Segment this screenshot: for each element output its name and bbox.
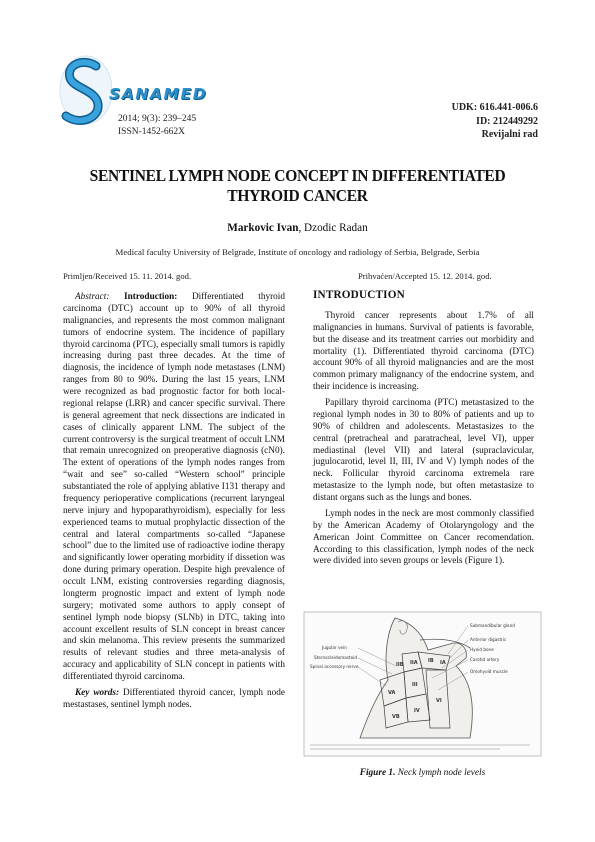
- title-line-2: THYROID CANCER: [227, 186, 368, 205]
- citation: 2014; 9(3): 239–245: [118, 114, 197, 124]
- intro-paragraph-1: Thyroid cancer represents about 1.7% of all malignancies in humans. Survival of patients is favorable, but the disease and its treatment carries out morbidity and mortality (1). Differentiated thyroid carcinoma (DTC) account 90% of all thyroid malignancies and are the most common primary malignancy of the endocrine system, and their incidence is increasing.: [313, 310, 534, 393]
- level-label: IV: [414, 708, 420, 714]
- affiliation: Medical faculty University of Belgrade, Institute of oncology and radiology of Serbia, Belgrade, Serbia: [115, 247, 480, 257]
- level-label: IB: [428, 658, 434, 664]
- introduction-heading: INTRODUCTION: [313, 289, 405, 301]
- udk: UDK: 616.441-006.6: [451, 102, 538, 113]
- abstract-text: Differentiated thyroid carcinoma (DTC) account up to 90% of all thyroid malignancies, and represents the most common malignant tumors of endocrine system. The incidence of papillary thyroid carcinoma (PTC), especially small tumors is rapidly increasing during past three decades. At the time of diagnosis, the incidence of lymph node metastases (LNM) ranges from 80 to 90%. During the last 15 years, LNM were recognized as bad prognostic factor for both local-regional relapse (LRR) and cancer specific survival. There is general agreement that neck dissections are indicated in cases of clinically apparent LNM. The subject of the current controversy is the surgical treatment of occult LNM that remain unrecognized on preoperative diagnosis (cN0). The extent of operations of the lymph nodes ranges from “wait and see” so-called “Western school” principle substantiated the role of applying ablative I131 therapy and frequency perioperative complications (recurrent laryngeal nerve injury and hypoparathyroidism), especially for less experienced teams to mutual prophylactic dissection of the central and lateral compartments so-called “Japanese school” due to the limited use of radioactive iodine therapy and significantly lower operating morbidity if dissetion was done during primary operation. Despite high prevalence of occult LNM, existing controversies regarding diagnosis, longterm prognostic impact and extent of lymph node surgery; motivated some authors to apply consept of sentinel lymph node biopsy (SLNb) in DTC, taking into account excellent results of SLN concept in breast cancer and skin melanoma. This review presents the summarized results of relevant studies and three meta-analysis of accuracy and applicability of SLN concept in patients with differentiated thyroid carcinoma.: [63, 292, 285, 682]
- abstract-label: Abstract:: [75, 292, 110, 302]
- neck-levels-figure: [300, 610, 545, 760]
- figure-label-left: Spinal accessory nerve: [310, 664, 359, 669]
- abstract-paragraph: [63, 292, 285, 684]
- abstract-column: [63, 292, 285, 712]
- keywords-label: Key words:: [75, 687, 120, 698]
- journal-logo-wordmark: SANAMED: [109, 85, 208, 103]
- journal-logo-s-mark: [56, 52, 112, 130]
- figure-number: Figure 1.: [359, 768, 396, 778]
- figure-label-right: Hyoid bone: [470, 647, 494, 652]
- intro-paragraph-3: Lymph nodes in the neck are most commonly classified by the American Academy of Otolaryngology and the American Joint Committee on Cancer recomendation. According to this classification, lymph nodes of the neck were divided into seven groups or levels (Figure 1).: [313, 508, 534, 567]
- figure-caption: [300, 768, 545, 778]
- figure-label-right: Omohyoid muscle: [470, 669, 508, 674]
- citation-block: [118, 113, 196, 139]
- first-author: Markovic Ivan: [227, 222, 299, 234]
- keywords-text: Differentiated thyroid cancer, lymph node mestastases, sentinel lymph nodes.: [63, 687, 285, 710]
- article-ids: [452, 101, 538, 142]
- figure-caption-text: Neck lymph node levels: [397, 768, 486, 778]
- received-date: Primljen/Received 15. 11. 2014. god.: [63, 271, 192, 281]
- article-id: ID: 212449292: [476, 115, 538, 127]
- article-type: Revijalni rad: [481, 129, 538, 140]
- figure-label-left: Sternocleidomastoid: [314, 655, 358, 660]
- intro-paragraph-2: Papillary thyroid carcinoma (PTC) metastasized to the regional lymph nodes in 30 to 80% of patients and up to 90% of children and adolescents. Metastasizes to the central (pretracheal and paratracheal, level VI), upper mediastinal (level VII) and lateral (supraclavicular, jugulocarotid, level II, III, IV and V) lymph nodes of the neck. Follicular thyroid carcinoma extremela rare metastasize to the lymph node, but often metastasize to distant organs such as the lungs and bones.: [313, 398, 534, 503]
- level-label: VA: [388, 690, 396, 696]
- figure-label-right: Submandibular gland: [470, 623, 515, 628]
- level-label: IA: [440, 660, 446, 666]
- level-label: VI: [436, 698, 442, 704]
- figure-label-right: Carotid artery: [470, 657, 500, 662]
- figure-label-left: Jugular vein: [322, 645, 347, 650]
- article-title: [74, 166, 521, 206]
- keywords-paragraph: [63, 688, 285, 712]
- accepted-date: Prihvaćen/Accepted 15. 12. 2014. god.: [358, 271, 492, 281]
- authors: [60, 222, 535, 234]
- level-label: III: [412, 682, 418, 688]
- title-line-1: SENTINEL LYMPH NODE CONCEPT IN DIFFERENTIATED: [89, 166, 506, 185]
- introduction-column: [313, 290, 534, 572]
- issn: ISSN-1452-662X: [118, 127, 186, 137]
- other-authors: , Dzodic Radan: [298, 222, 368, 234]
- intro-label: Introduction:: [124, 292, 178, 302]
- figure-label-right: Anterior digastric: [470, 637, 507, 642]
- level-label: IIA: [410, 660, 418, 666]
- level-label: IIB: [396, 662, 404, 668]
- level-label: VB: [392, 714, 400, 720]
